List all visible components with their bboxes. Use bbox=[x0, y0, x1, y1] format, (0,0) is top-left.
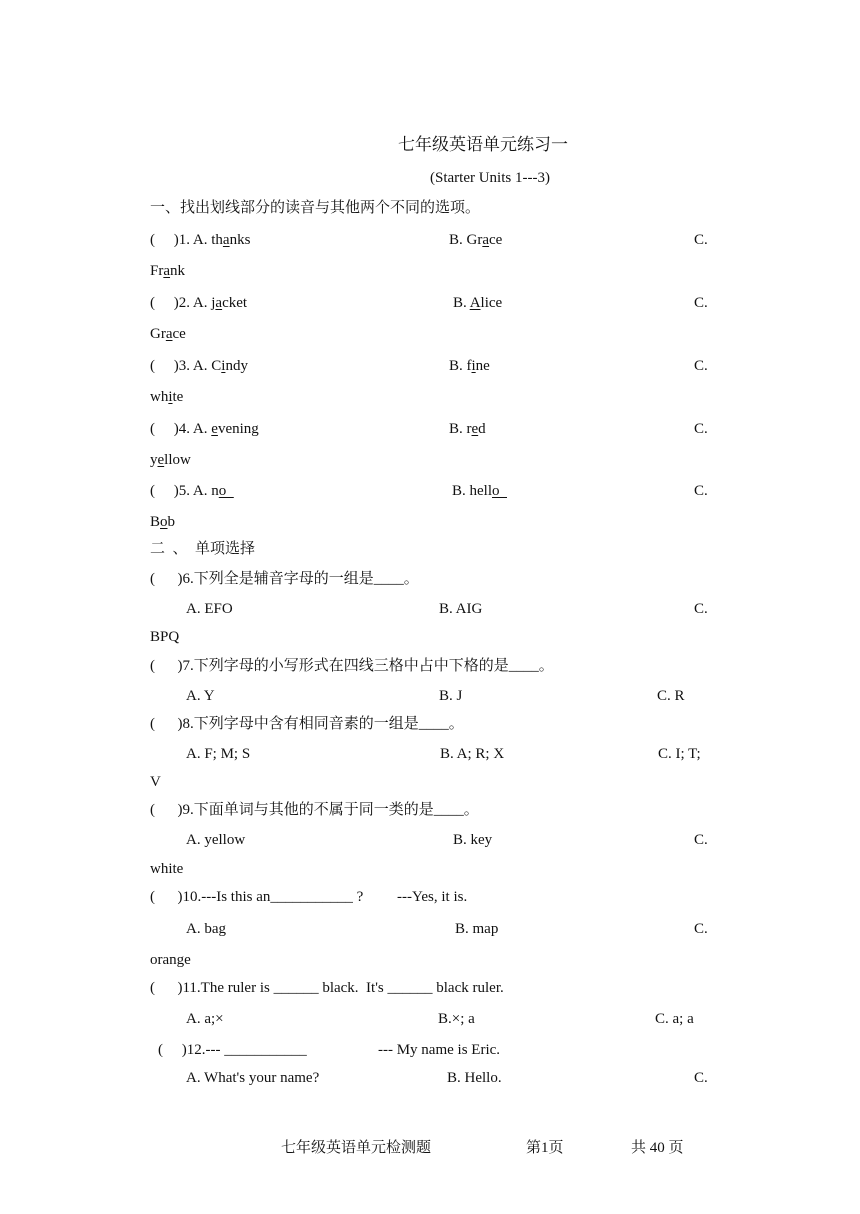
q8-stem: ( )8.下列字母中含有相同音素的一组是____。 bbox=[150, 716, 464, 732]
q3-stem bbox=[150, 356, 248, 376]
q7-option-b: B. J bbox=[439, 688, 463, 704]
q10-option-c-label: C. bbox=[694, 921, 708, 937]
q7-option-c: C. R bbox=[657, 688, 685, 704]
q10-option-b: B. map bbox=[455, 921, 499, 937]
q7-stem: ( )7.下列字母的小写形式在四线三格中占中下格的是____。 bbox=[150, 658, 554, 674]
q2-option-c-label: C. bbox=[694, 295, 708, 311]
q2-option-b: B. Alice bbox=[453, 295, 503, 311]
q1-option-b: B. Grace bbox=[449, 232, 503, 248]
section-1-heading: 一、找出划线部分的读音与其他两个不同的选项。 bbox=[150, 200, 481, 216]
q5-option-b: B. hello bbox=[452, 483, 507, 499]
q3-option-c-label: C. bbox=[694, 358, 708, 374]
q9-option-b: B. key bbox=[453, 832, 493, 848]
footer-page-total: 共 40 页 bbox=[631, 1140, 684, 1156]
q2-stem bbox=[150, 293, 247, 313]
q3-option-a: A. Cindy bbox=[192, 358, 248, 374]
q11-option-c: C. a; a bbox=[655, 1011, 694, 1027]
q2-option-a: A. jacket bbox=[192, 295, 248, 311]
q5-option-c-label: C. bbox=[694, 483, 708, 499]
page-subtitle: (Starter Units 1---3) bbox=[430, 170, 550, 186]
q12-option-c-label: C. bbox=[694, 1070, 708, 1086]
q7-option-a: A. Y bbox=[186, 688, 215, 704]
footer-document-name: 七年级英语单元检测题 bbox=[281, 1140, 432, 1156]
q1-option-c: Frank bbox=[150, 263, 186, 279]
q4-number: ( )4. bbox=[150, 421, 193, 437]
q1-number: ( )1. bbox=[150, 232, 193, 248]
q4-option-c: yellow bbox=[150, 452, 191, 468]
q11-option-b: B.×; a bbox=[438, 1011, 475, 1027]
q4-stem bbox=[150, 419, 259, 439]
q9-stem: ( )9.下面单词与其他的不属于同一类的是____。 bbox=[150, 802, 479, 818]
q6-option-a: A. EFO bbox=[186, 601, 233, 617]
q6-option-b: B. AIG bbox=[439, 601, 483, 617]
q9-option-c-label: C. bbox=[694, 832, 708, 848]
q9-option-c: white bbox=[150, 861, 184, 877]
q2-number: ( )2. bbox=[150, 295, 193, 311]
q12-option-b: B. Hello. bbox=[447, 1070, 502, 1086]
q4-option-c-label: C. bbox=[694, 421, 708, 437]
q8-option-b: B. A; R; X bbox=[440, 746, 505, 762]
page-title: 七年级英语单元练习一 bbox=[398, 135, 568, 154]
q12-option-a: A. What's your name? bbox=[186, 1070, 320, 1086]
q9-option-a: A. yellow bbox=[186, 832, 246, 848]
q3-option-b: B. fine bbox=[449, 358, 490, 374]
q3-number: ( )3. bbox=[150, 358, 193, 374]
q10-option-a: A. bag bbox=[186, 921, 226, 937]
q3-option-c: white bbox=[150, 389, 184, 405]
section-2-heading: 二 、 单项选择 bbox=[150, 541, 256, 557]
q1-option-a: A. thanks bbox=[192, 232, 251, 248]
q6-option-c-label: C. bbox=[694, 601, 708, 617]
q11-stem: ( )11.The ruler is ______ black. It's ______ black ruler. bbox=[150, 980, 504, 996]
q11-option-a: A. a;× bbox=[186, 1011, 224, 1027]
q5-option-a: A. no bbox=[192, 483, 234, 499]
footer-page-number: 第1页 bbox=[526, 1140, 564, 1156]
q5-stem bbox=[150, 481, 234, 501]
q8-option-c: V bbox=[150, 774, 161, 790]
q5-number: ( )5. bbox=[150, 483, 193, 499]
q1-option-c-label: C. bbox=[694, 232, 708, 248]
q1-stem bbox=[150, 230, 250, 250]
q12-stem: ( )12.--- ___________ --- My name is Eric. bbox=[158, 1042, 501, 1058]
q10-option-c: orange bbox=[150, 952, 191, 968]
q8-option-c-label: C. I; T; bbox=[658, 746, 701, 762]
q6-option-c: BPQ bbox=[150, 629, 180, 645]
q8-option-a: A. F; M; S bbox=[186, 746, 251, 762]
q2-option-c: Grace bbox=[150, 326, 186, 342]
q4-option-b: B. red bbox=[449, 421, 486, 437]
q6-stem: ( )6.下列全是辅音字母的一组是____。 bbox=[150, 571, 419, 587]
q10-stem: ( )10.---Is this an___________ ? ---Yes, it is. bbox=[150, 889, 468, 905]
q4-option-a: A. evening bbox=[192, 421, 259, 437]
q5-option-c: Bob bbox=[150, 514, 176, 530]
